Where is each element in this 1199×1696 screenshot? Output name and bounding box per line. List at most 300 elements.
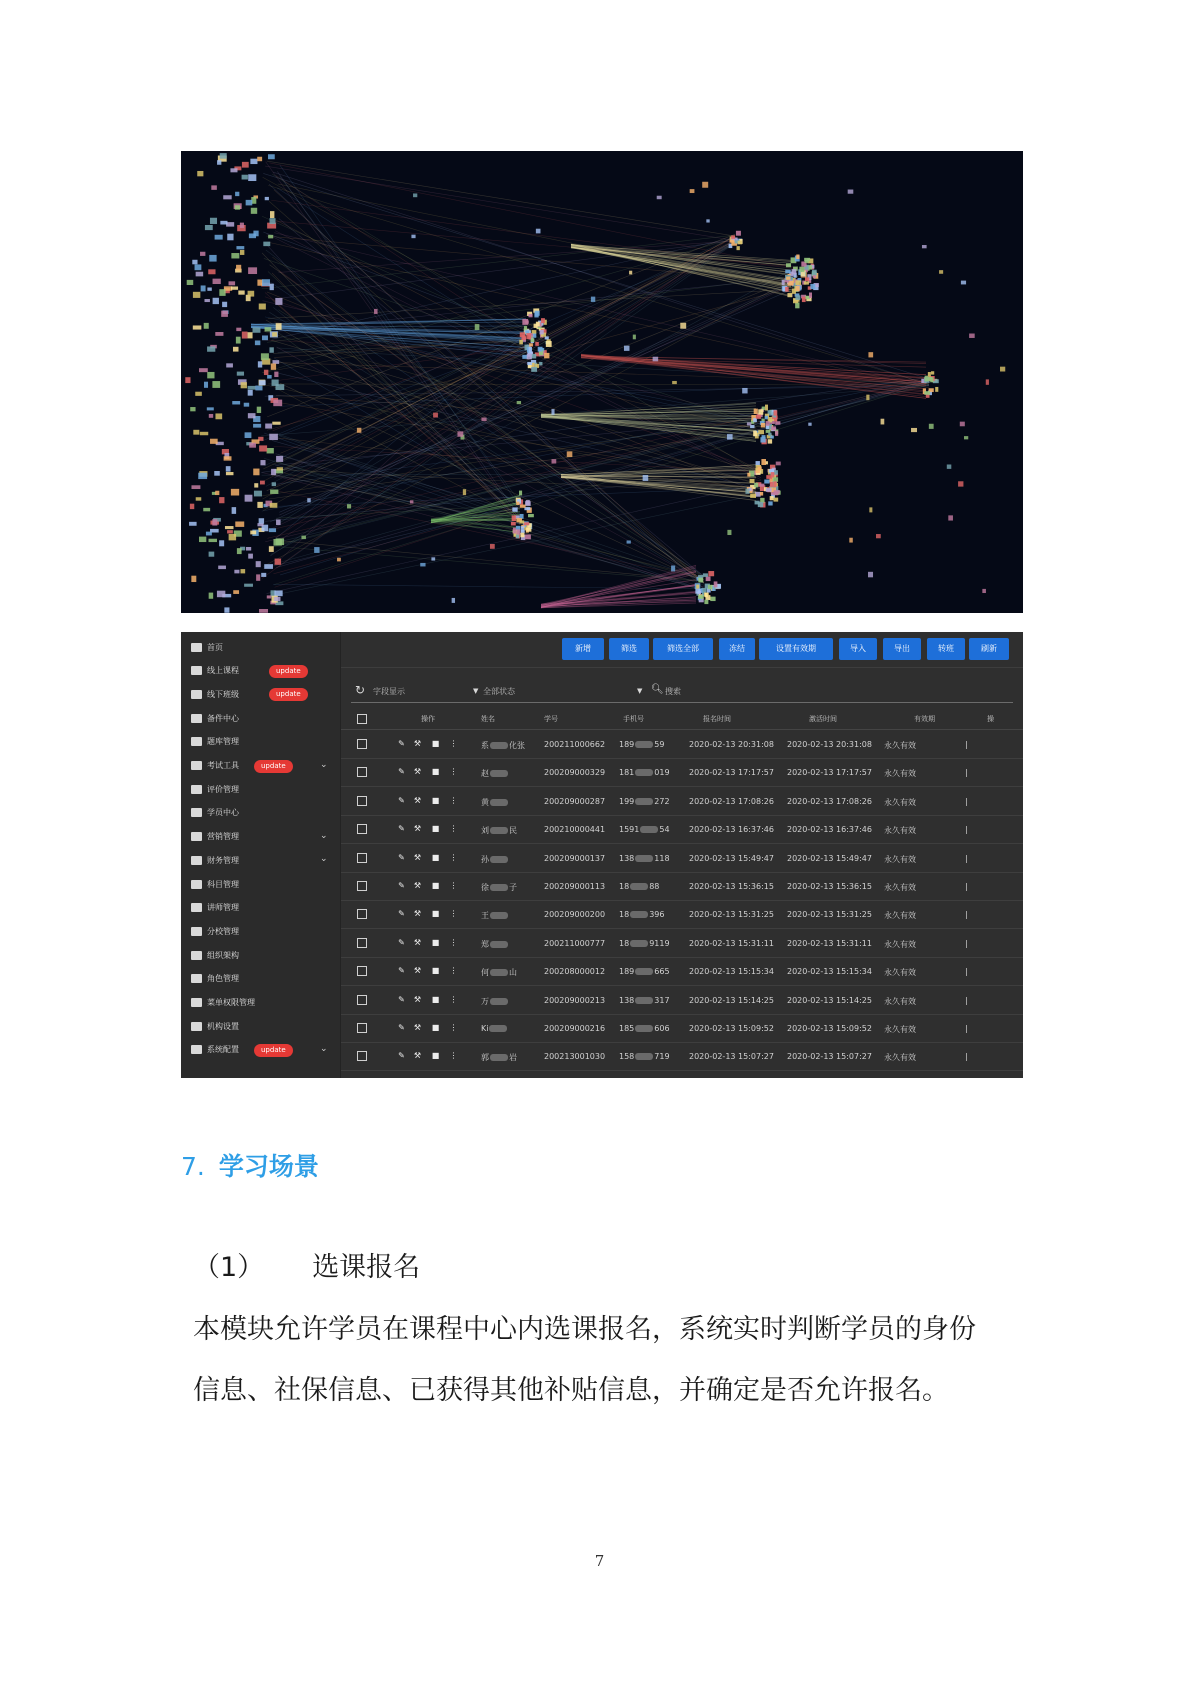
cluster-node xyxy=(809,292,812,298)
phone-cell xyxy=(619,1024,670,1033)
more-icon[interactable]: ⋮ xyxy=(449,881,458,890)
more-icon[interactable]: ⋮ xyxy=(449,767,458,777)
edit-icon[interactable]: ✎ xyxy=(398,1023,405,1032)
validity-cell: 永久有效 xyxy=(884,741,916,750)
cluster-node xyxy=(710,597,715,601)
node-thumbnail xyxy=(272,482,276,486)
phone-fragment: 189 xyxy=(619,740,635,749)
column-header[interactable]: 学号 xyxy=(544,715,558,723)
node-thumbnail xyxy=(193,325,202,329)
node-thumbnail xyxy=(189,522,197,526)
row-checkbox[interactable] xyxy=(357,966,367,976)
cluster-node xyxy=(785,287,789,292)
column-header[interactable]: 姓名 xyxy=(481,715,495,723)
stray-node xyxy=(745,489,749,494)
lock-icon[interactable]: ■ xyxy=(431,852,440,862)
more-icon[interactable]: ⋮ xyxy=(449,1023,458,1032)
row-checkbox[interactable] xyxy=(357,995,367,1005)
chevron-down-icon: ▼ xyxy=(637,687,643,695)
node-thumbnail xyxy=(276,538,284,545)
node-thumbnail xyxy=(198,473,207,479)
stray-node xyxy=(413,193,417,197)
column-header[interactable]: 手机号 xyxy=(623,715,644,723)
cluster-node xyxy=(516,535,519,539)
toolbar-button[interactable]: 设置有效期 xyxy=(759,638,833,660)
connection-line xyxy=(268,185,929,384)
sidebar-item[interactable] xyxy=(181,849,340,871)
search-input[interactable]: 搜索 xyxy=(665,687,681,696)
name-fragment: Ki xyxy=(481,1024,489,1033)
node-thumbnail xyxy=(212,519,217,525)
toolbar-button[interactable]: 刷新 xyxy=(969,638,1009,660)
toolbar-button[interactable]: 筛选 xyxy=(609,638,649,660)
edit-icon[interactable]: ✎ xyxy=(398,795,405,805)
sidebar-item-label: 菜单权限管理 xyxy=(207,998,255,1007)
stray-node xyxy=(727,434,733,440)
registration-time-cell: 2020-02-13 15:31:25 xyxy=(689,910,774,920)
name-fragment: 郭 xyxy=(481,1053,489,1063)
chevron-down-icon[interactable]: ⌄ xyxy=(320,830,328,841)
phone-fragment: 59 xyxy=(654,740,665,749)
node-thumbnail xyxy=(248,332,253,338)
stray-node xyxy=(657,196,662,199)
node-thumbnail xyxy=(193,292,200,298)
toolbar-button[interactable]: 导入 xyxy=(839,638,877,660)
lock-icon[interactable]: ■ xyxy=(431,881,440,890)
name-fragment: 化 xyxy=(509,741,517,750)
cell-separator: | xyxy=(965,882,968,891)
node-thumbnail xyxy=(191,576,196,582)
node-thumbnail xyxy=(269,218,275,224)
sidebar-item[interactable] xyxy=(181,968,340,990)
row-checkbox[interactable] xyxy=(357,1051,367,1061)
column-header[interactable]: 报名时间 xyxy=(703,715,731,723)
node-thumbnail xyxy=(236,328,241,331)
registration-time-cell: 2020-02-13 15:49:47 xyxy=(689,853,774,863)
edit-icon[interactable]: ✎ xyxy=(398,881,405,890)
phone-cell xyxy=(619,740,664,749)
node-thumbnail xyxy=(215,332,223,336)
wrench-icon[interactable]: ⚒ xyxy=(413,1051,422,1061)
row-checkbox[interactable] xyxy=(357,796,367,806)
wrench-icon[interactable]: ⚒ xyxy=(413,739,422,748)
more-icon[interactable]: ⋮ xyxy=(449,937,458,947)
connection-line xyxy=(276,331,520,515)
cluster-node xyxy=(731,235,735,238)
row-checkbox[interactable] xyxy=(357,767,367,777)
redaction-blur xyxy=(490,969,508,976)
stray-node xyxy=(357,428,361,433)
connection-line xyxy=(263,173,929,378)
role-icon xyxy=(191,974,202,983)
cluster-node xyxy=(544,353,549,358)
edit-icon[interactable]: ✎ xyxy=(398,937,405,947)
activation-time-cell: 2020-02-13 15:14:25 xyxy=(787,995,872,1005)
wrench-icon[interactable]: ⚒ xyxy=(413,909,422,919)
more-icon[interactable]: ⋮ xyxy=(449,795,458,805)
table-row[interactable] xyxy=(341,929,1023,958)
activation-time-cell: 2020-02-13 15:07:27 xyxy=(787,1052,872,1062)
table-row[interactable] xyxy=(341,787,1023,816)
wrench-icon[interactable]: ⚒ xyxy=(413,795,422,805)
sidebar-item[interactable] xyxy=(181,683,340,705)
student-id-cell: 200209000113 xyxy=(544,882,606,891)
stray-node xyxy=(747,422,751,425)
wrench-icon[interactable]: ⚒ xyxy=(413,767,422,777)
toolbar-button[interactable]: 新增 xyxy=(562,638,604,660)
node-thumbnail xyxy=(259,445,267,451)
cluster-node xyxy=(526,333,531,339)
key-icon xyxy=(191,998,202,1007)
cluster-node xyxy=(761,459,766,465)
validity-cell: 永久有效 xyxy=(884,939,916,949)
name-fragment: 张 xyxy=(517,741,525,750)
toolbar-button[interactable]: 筛选全部 xyxy=(653,638,713,660)
section-heading xyxy=(181,1147,319,1183)
cell-separator: | xyxy=(965,1024,968,1033)
wrench-icon[interactable]: ⚒ xyxy=(413,1023,422,1032)
sidebar-item[interactable] xyxy=(181,731,340,753)
student-id-cell: 200211000662 xyxy=(544,740,606,749)
refresh-icon[interactable]: ↻ xyxy=(355,683,366,697)
stray-node xyxy=(961,281,966,285)
table-row[interactable] xyxy=(341,1014,1023,1043)
cluster-node xyxy=(759,484,764,487)
node-thumbnail xyxy=(223,195,231,199)
name-cell xyxy=(481,1024,508,1033)
cluster-node xyxy=(695,589,700,594)
node-thumbnail xyxy=(265,327,272,331)
sidebar-item[interactable] xyxy=(181,778,340,800)
cluster-node xyxy=(773,481,776,487)
phone-fragment: 396 xyxy=(649,910,665,920)
registration-time-cell: 2020-02-13 17:08:26 xyxy=(689,796,774,806)
more-icon[interactable]: ⋮ xyxy=(449,739,458,748)
node-thumbnail xyxy=(244,584,253,587)
node-thumbnail xyxy=(199,537,206,542)
node-thumbnail xyxy=(257,157,262,161)
node-thumbnail xyxy=(275,559,281,565)
node-thumbnail xyxy=(253,424,261,428)
chevron-down-icon[interactable]: ⌄ xyxy=(320,854,328,865)
edit-icon[interactable]: ✎ xyxy=(398,994,405,1004)
column-header[interactable]: 激活时间 xyxy=(809,715,837,723)
wrench-icon[interactable]: ⚒ xyxy=(413,824,422,834)
edit-icon[interactable]: ✎ xyxy=(398,909,405,919)
node-thumbnail xyxy=(268,235,273,239)
stray-node xyxy=(457,431,463,436)
cluster-node xyxy=(519,340,523,345)
lock-icon[interactable]: ■ xyxy=(431,1051,440,1061)
sidebar xyxy=(181,632,341,1078)
node-thumbnail xyxy=(250,159,257,164)
table-row[interactable] xyxy=(341,1042,1023,1071)
phone-cell xyxy=(619,939,670,948)
stray-node xyxy=(808,423,811,426)
node-thumbnail xyxy=(257,407,261,413)
chevron-down-icon[interactable]: ⌄ xyxy=(320,759,328,770)
sidebar-item[interactable] xyxy=(181,992,340,1014)
toolbar-button[interactable]: 冻结 xyxy=(719,638,755,660)
gift-icon xyxy=(191,785,202,794)
cell-separator: | xyxy=(965,938,968,948)
node-thumbnail xyxy=(259,304,266,310)
sidebar-item-label: 讲师管理 xyxy=(207,903,239,913)
stray-node xyxy=(881,419,885,425)
edit-icon[interactable]: ✎ xyxy=(398,739,405,748)
lock-icon[interactable]: ■ xyxy=(431,739,440,748)
redaction-blur xyxy=(489,1025,507,1032)
table-row[interactable] xyxy=(341,986,1023,1015)
lock-icon[interactable]: ■ xyxy=(431,795,440,805)
sidebar-item[interactable] xyxy=(181,944,340,966)
lock-icon[interactable]: ■ xyxy=(431,909,440,919)
activation-time-cell: 2020-02-13 15:09:52 xyxy=(787,1024,872,1033)
cluster-node xyxy=(527,354,532,360)
row-checkbox[interactable] xyxy=(357,938,367,948)
sidebar-item[interactable] xyxy=(181,1015,340,1037)
stray-node xyxy=(337,558,341,562)
cluster-node xyxy=(774,498,779,502)
more-icon[interactable]: ⋮ xyxy=(449,824,458,834)
wrench-icon[interactable]: ⚒ xyxy=(413,881,422,890)
phone-cell xyxy=(619,854,670,863)
validity-cell: 永久有效 xyxy=(884,968,916,978)
node-thumbnail xyxy=(260,460,265,465)
sidebar-item[interactable] xyxy=(181,1039,340,1061)
cluster-node xyxy=(527,362,532,365)
lock-icon[interactable]: ■ xyxy=(431,767,440,777)
row-checkbox[interactable] xyxy=(357,739,367,749)
cluster-node xyxy=(754,409,758,414)
sidebar-item[interactable] xyxy=(181,802,340,824)
node-thumbnail xyxy=(276,456,283,462)
table-row[interactable] xyxy=(341,730,1023,759)
node-thumbnail xyxy=(254,491,262,497)
node-thumbnail xyxy=(275,298,282,305)
wrench-icon[interactable]: ⚒ xyxy=(413,937,422,947)
row-checkbox[interactable] xyxy=(357,881,367,891)
field-display-select[interactable]: 字段显示 xyxy=(373,687,405,696)
sidebar-item[interactable] xyxy=(181,755,340,777)
lock-icon[interactable]: ■ xyxy=(431,824,440,834)
stray-node xyxy=(960,422,965,427)
validity-cell: 永久有效 xyxy=(884,769,916,779)
cluster-node xyxy=(770,496,774,500)
node-thumbnail xyxy=(197,171,203,176)
stray-node xyxy=(868,572,873,577)
cluster-node xyxy=(786,277,790,280)
redaction-blur xyxy=(635,1053,653,1060)
node-thumbnail xyxy=(248,267,257,274)
activation-time-cell: 2020-02-13 15:15:34 xyxy=(787,967,872,977)
registration-time-cell: 2020-02-13 15:15:34 xyxy=(689,967,774,977)
cluster-node xyxy=(928,372,931,377)
activation-time-cell: 2020-02-13 17:17:57 xyxy=(787,768,872,778)
student-id-cell: 200213001030 xyxy=(544,1052,606,1062)
redaction-blur xyxy=(490,742,508,749)
connection-line xyxy=(280,242,735,540)
stray-node xyxy=(433,413,438,418)
cluster-node xyxy=(773,477,778,482)
sidebar-item-label: 分校管理 xyxy=(207,926,239,936)
stray-node xyxy=(536,229,541,234)
wrench-icon[interactable]: ⚒ xyxy=(413,994,422,1004)
lock-icon[interactable]: ■ xyxy=(431,994,440,1004)
node-thumbnail xyxy=(262,335,268,340)
redaction-blur xyxy=(490,799,508,806)
node-thumbnail xyxy=(213,279,221,284)
more-icon[interactable]: ⋮ xyxy=(449,852,458,862)
node-thumbnail xyxy=(235,521,244,526)
node-thumbnail xyxy=(204,382,208,388)
name-fragment: 子 xyxy=(509,883,517,892)
stray-node xyxy=(702,182,708,188)
redaction-blur xyxy=(490,912,508,919)
stray-node xyxy=(374,309,378,314)
name-cell xyxy=(481,939,509,950)
gear-icon xyxy=(191,1045,202,1054)
chevron-down-icon[interactable]: ⌄ xyxy=(320,1043,328,1054)
table-row[interactable] xyxy=(341,872,1023,901)
phone-fragment: 189 xyxy=(619,967,635,977)
cluster-node xyxy=(526,527,531,531)
more-icon[interactable]: ⋮ xyxy=(449,994,458,1004)
cell-separator: | xyxy=(965,853,968,863)
node-thumbnail xyxy=(264,370,268,375)
sidebar-item[interactable] xyxy=(181,897,340,919)
node-thumbnail xyxy=(242,332,248,339)
table-row[interactable] xyxy=(341,758,1023,787)
sidebar-item[interactable] xyxy=(181,636,340,658)
edit-icon[interactable]: ✎ xyxy=(398,767,405,777)
cluster-node xyxy=(526,500,530,505)
lock-icon[interactable]: ■ xyxy=(431,966,440,976)
cluster-node xyxy=(765,405,768,411)
node-thumbnail xyxy=(203,508,210,511)
lock-icon[interactable]: ■ xyxy=(431,1023,440,1032)
phone-fragment: 719 xyxy=(654,1052,670,1062)
node-thumbnail xyxy=(261,573,266,577)
student-id-cell: 200210000441 xyxy=(544,825,606,835)
cluster-node xyxy=(768,439,772,443)
toolbar-button[interactable]: 转班 xyxy=(927,638,965,660)
validity-cell: 永久有效 xyxy=(884,826,916,836)
stray-node xyxy=(307,498,310,502)
row-checkbox[interactable] xyxy=(357,824,367,834)
more-icon[interactable]: ⋮ xyxy=(449,909,458,919)
column-header[interactable]: 操 xyxy=(987,715,994,723)
table-row[interactable] xyxy=(341,900,1023,929)
node-thumbnail xyxy=(215,235,223,240)
table-row[interactable] xyxy=(341,815,1023,844)
sidebar-item-label: 考试工具 xyxy=(207,761,239,770)
list-icon xyxy=(191,737,202,746)
sidebar-item-label: 评价管理 xyxy=(207,784,239,794)
status-select[interactable]: 全部状态 xyxy=(483,687,515,696)
org-icon xyxy=(191,951,202,960)
row-checkbox[interactable] xyxy=(357,1023,367,1033)
folder-icon xyxy=(191,714,202,723)
edit-icon[interactable]: ✎ xyxy=(398,852,405,862)
select-all-checkbox[interactable] xyxy=(357,714,367,724)
node-thumbnail xyxy=(220,221,227,225)
column-header[interactable]: 操作 xyxy=(421,715,435,723)
validity-cell: 永久有效 xyxy=(884,996,916,1006)
wrench-icon[interactable]: ⚒ xyxy=(413,966,422,976)
sidebar-item-label: 组织架构 xyxy=(207,950,239,960)
node-thumbnail xyxy=(245,495,253,502)
node-thumbnail xyxy=(226,466,231,471)
edit-icon[interactable]: ✎ xyxy=(398,966,405,976)
node-thumbnail xyxy=(261,353,269,360)
node-thumbnail xyxy=(217,160,221,165)
sidebar-item-label: 线上课程 xyxy=(207,666,239,676)
sidebar-item[interactable] xyxy=(181,707,340,729)
cluster-node xyxy=(528,314,532,317)
cluster-node xyxy=(520,332,525,337)
cluster-node xyxy=(536,322,540,327)
name-cell xyxy=(481,740,525,751)
sidebar-item[interactable] xyxy=(181,660,340,682)
toolbar-button[interactable]: 导出 xyxy=(883,638,921,660)
column-header[interactable]: 有效期 xyxy=(914,715,935,723)
node-thumbnail xyxy=(227,530,233,533)
edit-icon[interactable]: ✎ xyxy=(398,824,405,834)
lock-icon[interactable]: ■ xyxy=(431,937,440,947)
table-row[interactable] xyxy=(341,844,1023,873)
edit-icon[interactable]: ✎ xyxy=(398,1051,405,1061)
cluster-node xyxy=(535,342,539,346)
node-thumbnail xyxy=(255,386,262,391)
stray-node xyxy=(742,388,747,393)
phone-fragment: 54 xyxy=(659,825,670,835)
redaction-blur xyxy=(490,856,508,863)
cell-separator: | xyxy=(965,825,968,835)
redaction-blur xyxy=(490,770,508,777)
sidebar-item[interactable] xyxy=(181,826,340,848)
more-icon[interactable]: ⋮ xyxy=(449,1051,458,1061)
cluster-node xyxy=(520,533,524,538)
row-checkbox[interactable] xyxy=(357,909,367,919)
sidebar-item[interactable] xyxy=(181,873,340,895)
registration-time-cell: 2020-02-13 17:17:57 xyxy=(689,768,774,778)
connection-line xyxy=(267,382,929,539)
subheading-number: （1） xyxy=(193,1252,265,1283)
stray-node xyxy=(690,189,695,193)
more-icon[interactable]: ⋮ xyxy=(449,966,458,976)
cluster-node xyxy=(774,470,778,475)
cluster-node xyxy=(774,490,779,495)
node-thumbnail xyxy=(275,384,284,390)
wrench-icon[interactable]: ⚒ xyxy=(413,852,422,862)
cluster-node xyxy=(935,387,938,392)
cluster-node xyxy=(545,336,549,339)
node-thumbnail xyxy=(207,407,214,410)
node-thumbnail xyxy=(238,290,244,294)
activation-time-cell: 2020-02-13 15:31:11 xyxy=(787,938,872,948)
stray-node xyxy=(347,504,351,508)
student-id-cell: 200208000012 xyxy=(544,967,606,977)
student-id-cell: 200209000200 xyxy=(544,910,606,920)
dashboard-icon xyxy=(191,643,202,652)
sidebar-item[interactable] xyxy=(181,920,340,942)
node-thumbnail xyxy=(270,503,278,508)
table-row[interactable] xyxy=(341,957,1023,986)
node-thumbnail xyxy=(232,507,236,514)
connection-line xyxy=(262,379,929,511)
row-checkbox[interactable] xyxy=(357,853,367,863)
